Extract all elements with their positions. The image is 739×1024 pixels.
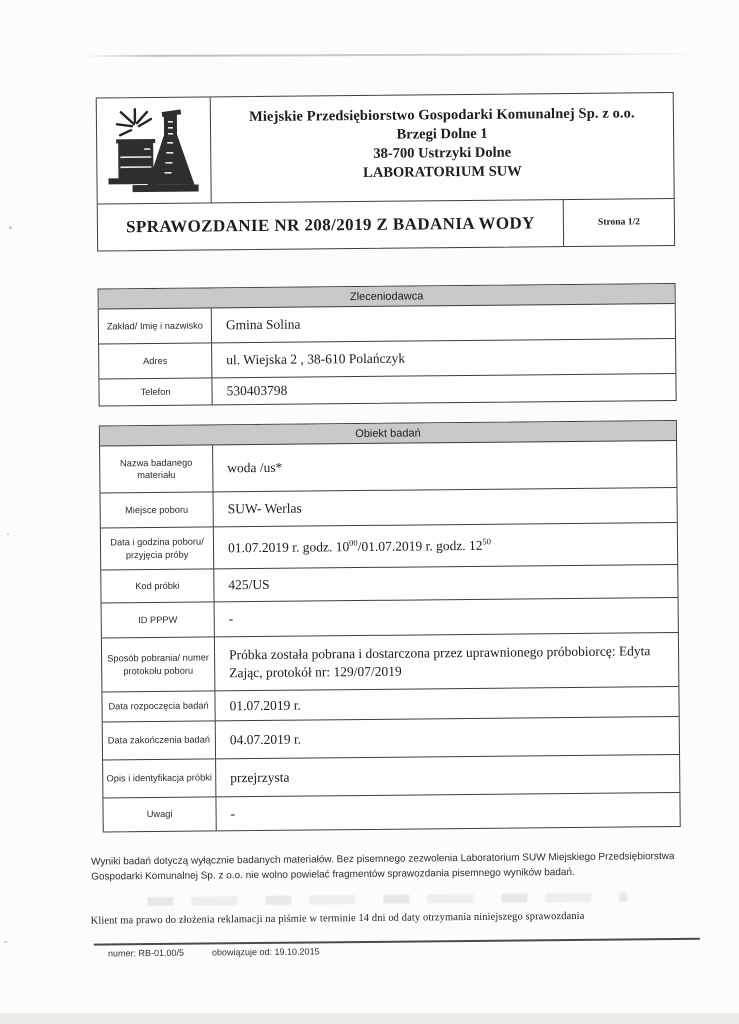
row-value: woda /us* [227,459,283,476]
row-label: Zakład/ Imię i nazwisko [99,308,212,343]
table-row [100,487,676,528]
results-disclaimer: Wyniki badań dotyczą wyłącznie badanych materiałów. Bez pisemnego zezwolenia Laboratorium SUW Miejskiego Przedsiębiorstwa Gospodarki Komunalnej Sp. z o.o. nie wolno powielać fragmentów sprawozdania pisemnego wyników badań. [90,851,675,883]
complaint-notice: Klient ma prawo do złożenia reklamacji na piśmie w terminie 14 dni od daty otrzymania niniejszego sprawozdania [90,910,585,927]
table-row [102,597,678,638]
scan-artifact-bottom-band [0,1013,739,1024]
row-label: Uwagi [103,797,216,831]
row-value: ul. Wiejska 2 , 38-610 Polańczyk [226,350,406,368]
row-value: 01.07.2019 r. [229,697,301,713]
address-line-2: 38-700 Ustrzyki Dolne [373,144,512,162]
row-value-sample-datetime [214,523,677,568]
company-name: Miejskie Przedsiębiorstwo Gospodarki Komunalnej Sp. z o.o. [249,105,635,126]
row-label: Data rozpoczęcia badań [102,691,215,721]
row-value: Próbka została pobrana i dostarczona przez uprawnionego próbobiorcę: Edyta Zając, protokół nr: 129/07/2019 [228,643,651,680]
row-value: - [230,805,236,821]
page-indicator: Strona 1/2 [597,217,640,228]
datetime-text: 01.07.2019 r. godz. $10^{00}/01.07.2019$ r. godz. $12^{50}$ [227,535,492,556]
client-table-title: Zleceniodawca [99,284,675,310]
table-row [102,632,678,692]
row-label: Opis i identyfikacja próbki [103,759,216,797]
table-row [103,716,679,760]
client-table [98,283,677,407]
row-label: ID PPPW [102,602,215,637]
row-label: Nazwa badanego materiału [100,445,213,492]
row-value: przejrzysta [230,769,290,785]
row-value: - [228,611,234,627]
scan-speck [9,226,12,229]
table-row [99,373,675,406]
scan-artifact-top-line [84,53,704,57]
row-label: Miejsce poboru [101,492,214,527]
object-table-title: Obiekt badań [100,421,676,447]
lab-name: LABORATORIUM SUW [363,163,522,181]
row-value: SUW- Werlas [227,500,302,517]
header-title-row [98,199,674,251]
report-title: SPRAWOZDANIE NR 208/2019 Z BADANIA WODY [98,200,564,250]
row-label: Adres [99,343,212,378]
table-row [99,338,675,379]
scan-bleed-through [147,892,627,906]
row-label: Sposób pobrania/ numer protokołu poboru [102,637,216,691]
row-value: 530403798 [226,382,288,399]
row-label: Data zakończenia badań [103,721,216,759]
table-row [100,441,676,493]
table-row [101,522,677,570]
row-value: 425/US [228,577,270,593]
row-label: Data i godzina poboru/ przyjęcia próby [101,527,214,569]
lab-flasks-icon [107,106,200,195]
scan-speck [4,941,7,943]
report-document [82,92,704,959]
table-row [103,754,679,798]
header-top-row [97,93,674,205]
table-row [103,792,679,832]
valid-from-date: obowiązuje od: 19.10.2015 [211,946,320,958]
row-value: 04.07.2019 r. [229,731,302,747]
address-line-1: Brzegi Dolne 1 [396,125,488,143]
row-label: Telefon [99,378,212,405]
document-number: numer: RB-01.00/5 [107,947,185,959]
object-table [99,420,681,833]
lab-address-block [211,93,674,202]
table-row [101,564,677,603]
row-label: Kod próbki [101,569,214,602]
lab-logo [97,97,212,203]
row-value: Gmina Solina [225,316,301,333]
table-row [102,686,678,722]
document-meta [108,943,704,959]
scan-speck [7,533,9,535]
report-header [96,92,675,252]
table-row [99,304,675,344]
